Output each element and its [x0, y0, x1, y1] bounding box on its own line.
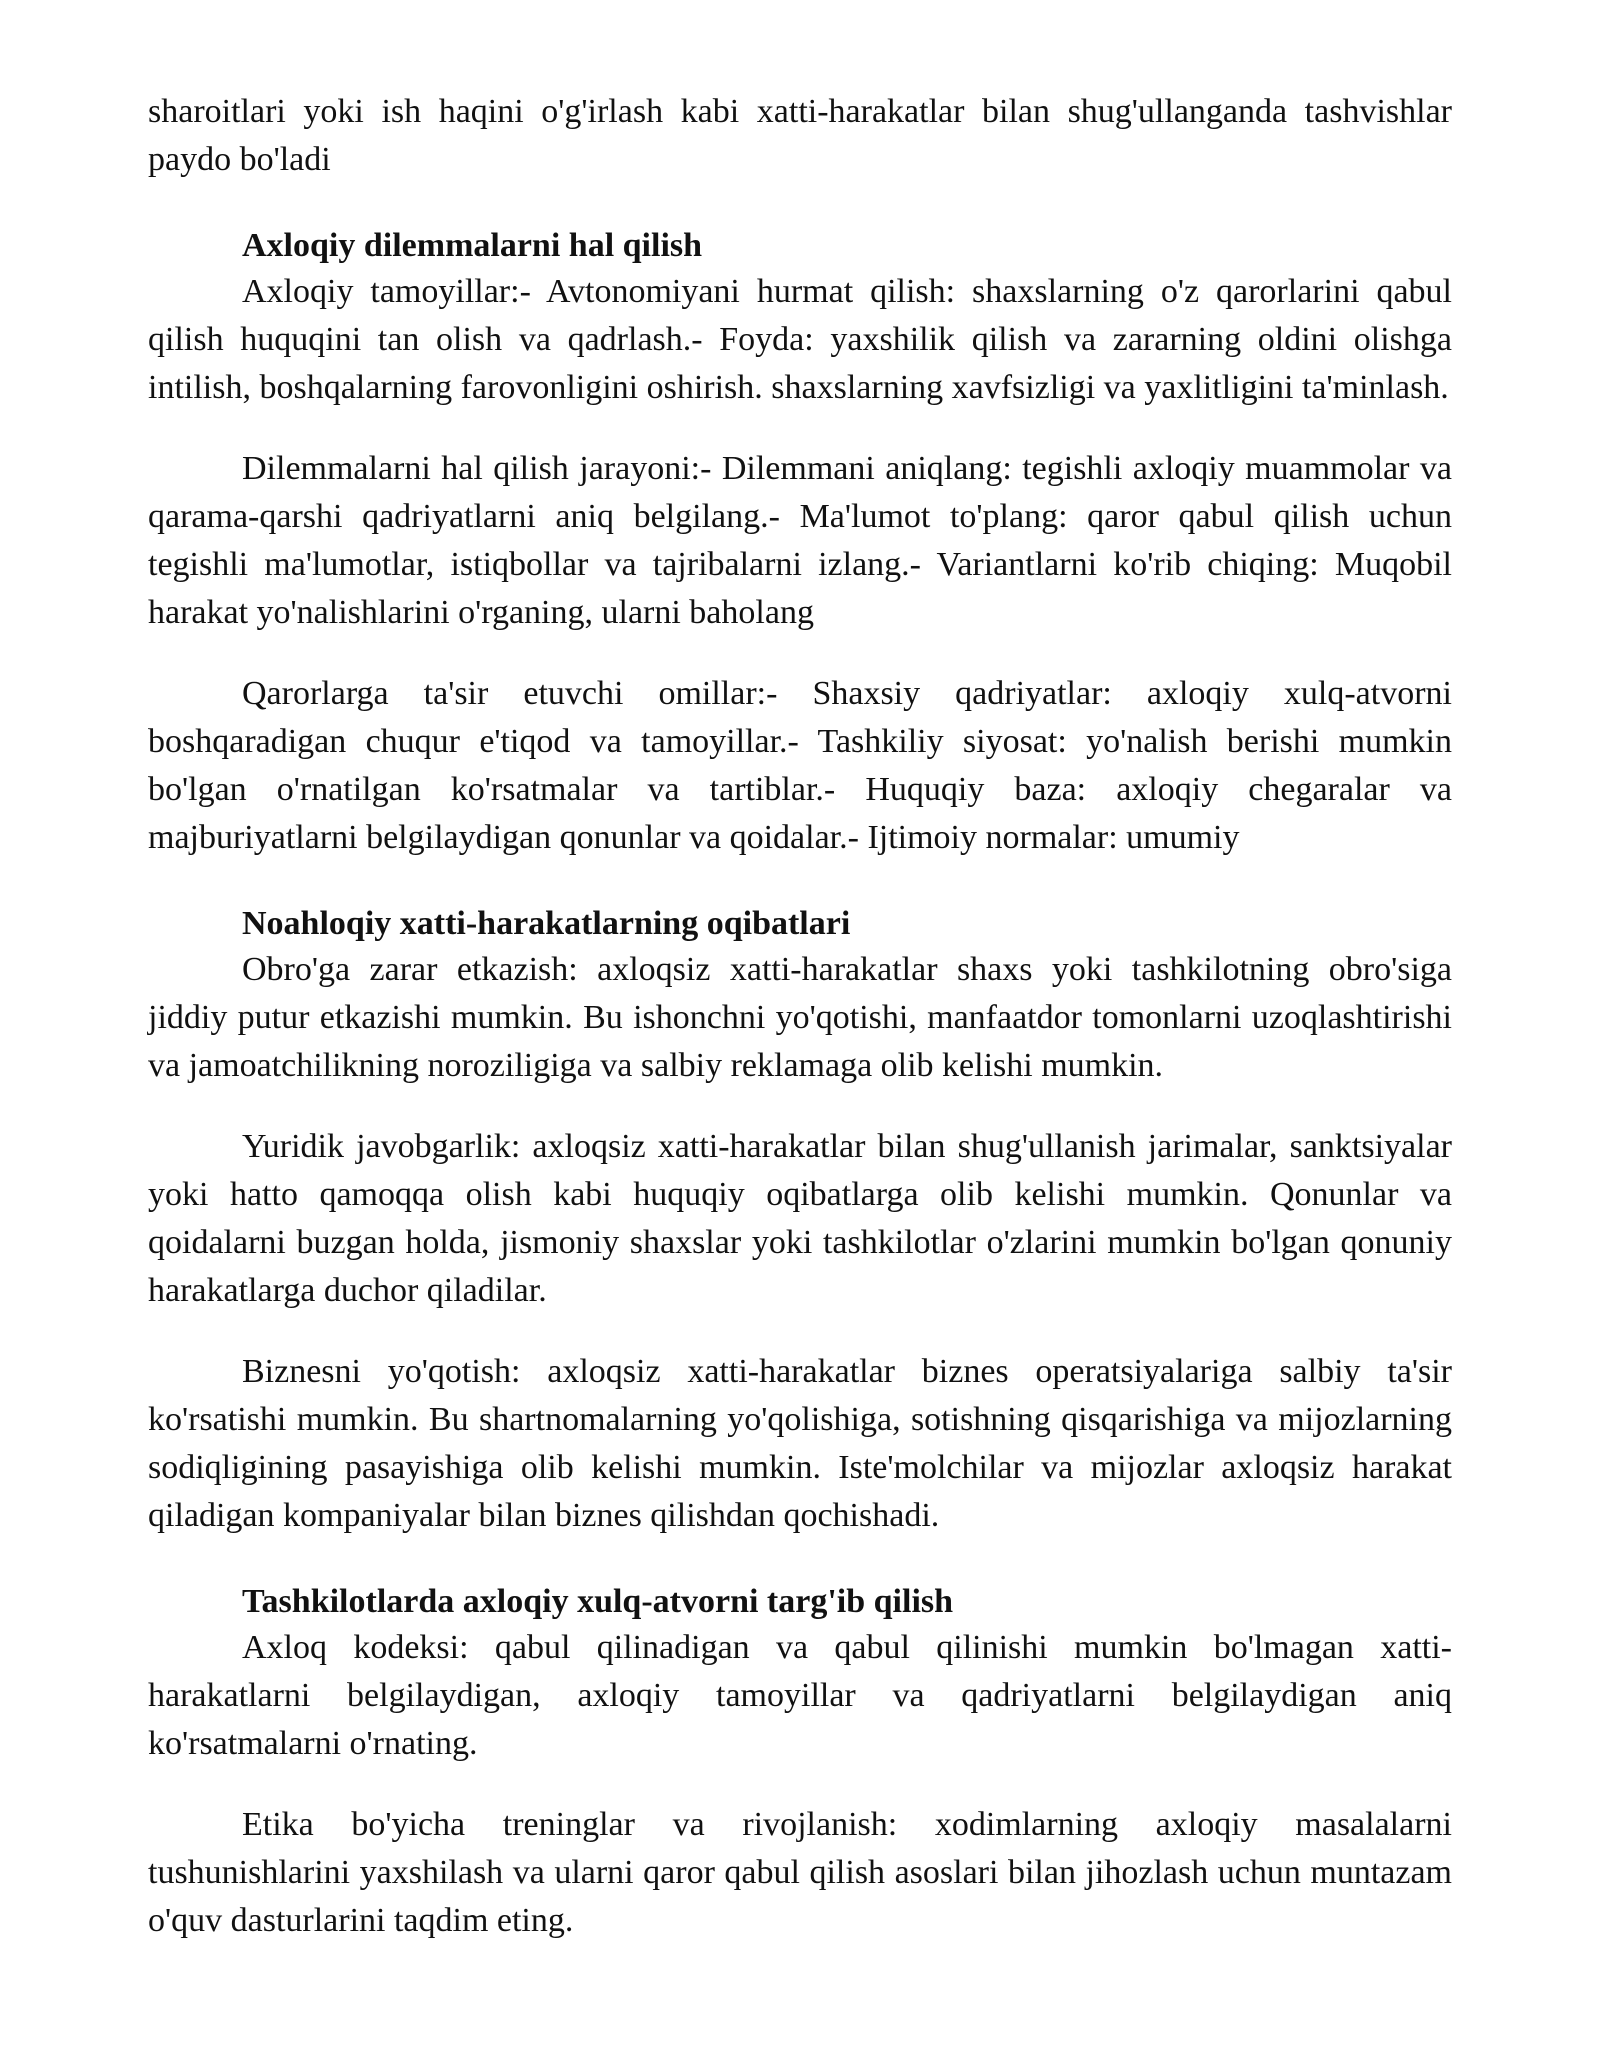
paragraph-ethics-training: Etika bo'yicha treninglar va rivojlanish: xodimlarning axloqiy masalalarni tushunishlarini yaxshilash va ularni qaror qabul qilish asoslari bilan jihozlash uchun muntazam o'quv dasturlarini taqdim eting.: [148, 1806, 1452, 1939]
paragraph-ethical-principles: Axloqiy tamoyillar:- Avtonomiyani hurmat qilish: shaxslarning o'z qarorlarini qabul qilish huquqini tan olish va qadrlash.- Foyda: yaxshilik qilish va zararning oldini olishga intilish, boshqalarning farovonligini oshirish. shaxslarning xavfsizligi va yaxlitligini ta'minlash.: [148, 273, 1452, 406]
heading-unethical-consequences: Noahloqiy xatti-harakatlarning oqibatlari: [242, 905, 851, 942]
document-page: [148, 88, 1452, 1945]
paragraph-business-loss: Biznesni yo'qotish: axloqsiz xatti-harakatlar biznes operatsiyalariga salbiy ta'sir ko'rsatishi mumkin. Bu shartnomalarning yo'qolishiga, sotishning qisqarishiga va mijozlarning sodiqligining pasayishiga olib kelishi mumkin. Iste'molchilar va mijozlar axloqsiz harakat qiladigan kompaniyalar bilan biznes qilishdan qochishadi.: [148, 1353, 1452, 1534]
paragraph-code-of-ethics: Axloq kodeksi: qabul qilinadigan va qabul qilinishi mumkin bo'lmagan xatti-harakatlarni belgilaydigan, axloqiy tamoyillar va qadriyatlarni belgilaydigan aniq ko'rsatmalarni o'rnating.: [148, 1629, 1452, 1762]
paragraph-continuation: sharoitlari yoki ish haqini o'g'irlash kabi xatti-harakatlar bilan shug'ullanganda tashvishlar paydo bo'ladi: [148, 93, 1452, 178]
paragraph-resolution-process: Dilemmalarni hal qilish jarayoni:- Dilemmani aniqlang: tegishli axloqiy muammolar va qarama-qarshi qadriyatlarni aniq belgilang.- Ma'lumot to'plang: qaror qabul qilish uchun tegishli ma'lumotlar, istiqbollar va tajribalarni izlang.- Variantlarni ko'rib chiqing: Muqobil harakat yo'nalishlarini o'rganing, ularni baholang: [148, 450, 1452, 631]
paragraph-decision-factors: Qarorlarga ta'sir etuvchi omillar:- Shaxsiy qadriyatlar: axloqiy xulq-atvorni boshqaradigan chuqur e'tiqod va tamoyillar.- Tashkiliy siyosat: yo'nalish berishi mumkin bo'lgan o'rnatilgan ko'rsatmalar va tartiblar.- Huquqiy baza: axloqiy chegaralar va majburiyatlarni belgilaydigan qonunlar va qoidalar.- Ijtimoiy normalar: umumiy: [148, 675, 1452, 856]
paragraph-legal-liability: Yuridik javobgarlik: axloqsiz xatti-harakatlar bilan shug'ullanish jarimalar, sanktsiyalar yoki hatto qamoqqa olish kabi huquqiy oqibatlarga olib kelishi mumkin. Qonunlar va qoidalarni buzgan holda, jismoniy shaxslar yoki tashkilotlar o'zlarini mumkin bo'lgan qonuniy harakatlarga duchor qiladilar.: [148, 1128, 1452, 1309]
heading-ethical-dilemmas: Axloqiy dilemmalarni hal qilish: [242, 227, 703, 264]
paragraph-reputation-damage: Obro'ga zarar etkazish: axloqsiz xatti-harakatlar shaxs yoki tashkilotning obro'siga jiddiy putur etkazishi mumkin. Bu ishonchni yo'qotishi, manfaatdor tomonlarni uzoqlashtirishi va jamoatchilikning noroziligiga va salbiy reklamaga olib kelishi mumkin.: [148, 951, 1452, 1084]
heading-promoting-ethics: Tashkilotlarda axloqiy xulq-atvorni targ'ib qilish: [242, 1583, 954, 1620]
